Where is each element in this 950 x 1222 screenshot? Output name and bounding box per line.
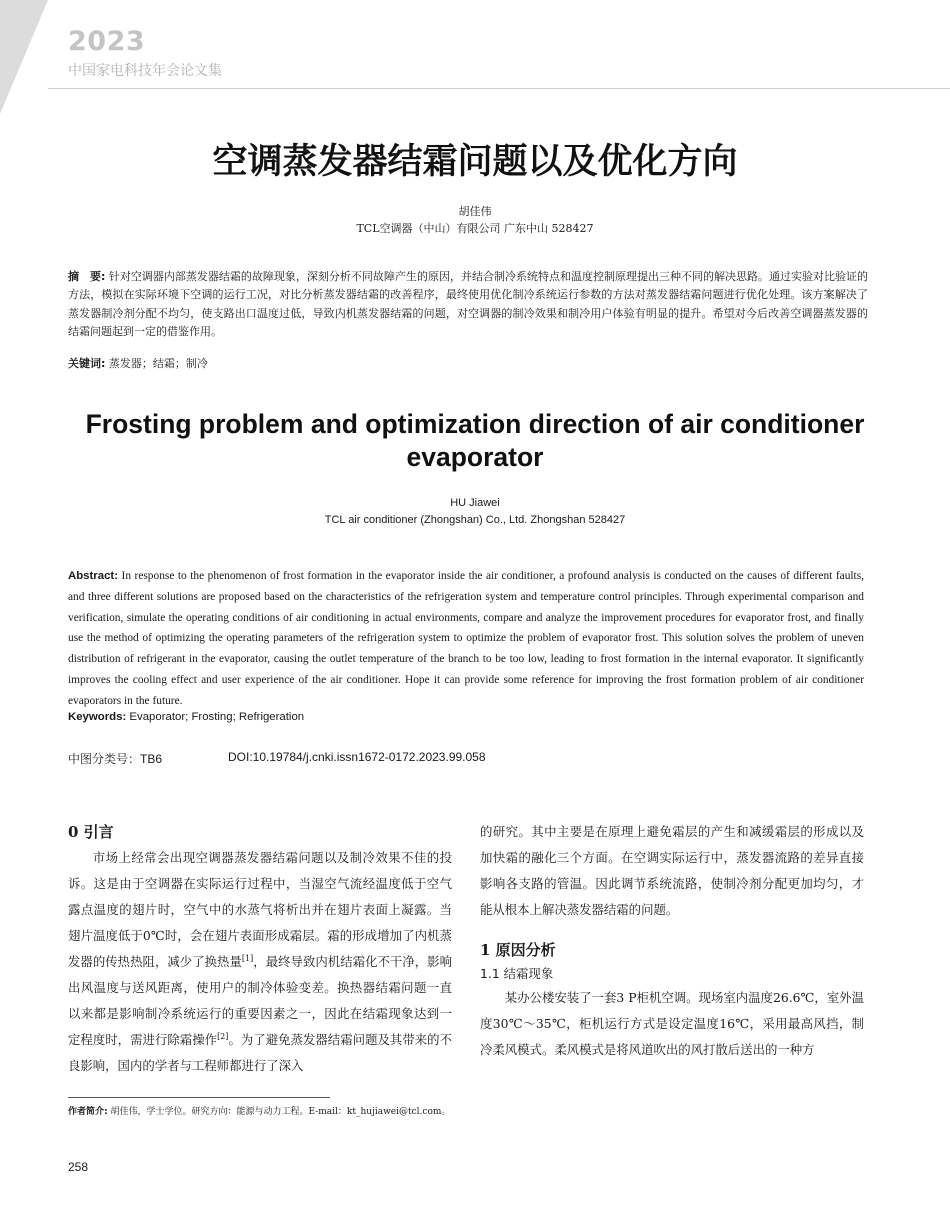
- abstract-chinese-text: 针对空调器内部蒸发器结霜的故障现象，深刻分析不同故障产生的原因，并结合制冷系统特点和温度控制原理提出三种不同的解决思路。通过实验对比验证的方法，模拟在实际环境下空调的运行工况，对比分析蒸发器结霜的改善程序，最终使用优化制冷系统运行参数的方法对蒸发器结霜问题进行优化处理。该方案解决了蒸发器制冷剂分配不均匀，使支路出口温度过低，导致内机蒸发器结霜的问题，对空调器的制冷效果和制冷用户体验有明显的提升。希望对今后改善空调器蒸发器的结霜问题起到一定的借鉴作用。: [68, 270, 868, 339]
- section-1-heading: 1 原因分析: [480, 941, 556, 959]
- body-column-left: [68, 819, 452, 1079]
- header-year: 2023: [68, 26, 146, 57]
- corner-decoration: [0, 0, 48, 114]
- affiliation-chinese: TCL空调器（中山）有限公司 广东中山 528427: [356, 222, 594, 235]
- abstract-english-text: In response to the phenomenon of frost formation in the evaporator inside the air conditioner, a profound analysis is conducted on the causes of different faults, and three different solutions are proposed based on the characteristics of the refrigeration system and temperature control principles. Through experimental comparison and verification, simulate the operating conditions of air conditioning in actual environments, compare and analyze the improvement procedures for evaporator frost, and finally use the method of optimizing the operating parameters of the refrigeration system to optimize the problem of evaporator frost. This solution solves the problem of uneven distribution of refrigerant in the evaporator, causing the outlet temperature of the branch to be too low, leading to frost formation in the internal evaporator. It significantly improves the cooling effect and user experience of the air conditioner. Hope it can provide some reference for improving the frost formation problem of air conditioner evaporators in the future.: [68, 570, 864, 707]
- title-english: Frosting problem and optimization direction of air conditioner evaporator: [85, 409, 865, 472]
- keywords-chinese-label: 关键词:: [68, 357, 106, 370]
- keywords-english-text: Evaporator; Frosting; Refrigeration: [126, 711, 305, 723]
- doi: DOI:10.19784/j.cnki.issn1672-0172.2023.99.058: [228, 750, 486, 764]
- section-0-paragraph-continued: 的研究。其中主要是在原理上避免霜层的产生和减缓霜层的形成以及加快霜的融化三个方面。在空调实际运行中，蒸发器流路的差异直接影响各支路的管温。因此调节系统流路，使制冷剂分配更加均匀，才能从根本上解决蒸发器结霜的问题。: [480, 824, 864, 917]
- author-footnote: [68, 1104, 450, 1117]
- header-rule: [48, 88, 950, 89]
- citation-1: [1]: [241, 953, 254, 963]
- page-number: 258: [68, 1160, 89, 1174]
- keywords-chinese: [68, 355, 208, 371]
- author-chinese: 胡佳伟: [458, 205, 492, 218]
- abstract-chinese-label: 摘 要:: [68, 270, 106, 283]
- classification-number: 中图分类号：TB6: [68, 752, 163, 766]
- section-1-1-paragraph: 某办公楼安装了一套3 P柜机空调。现场室内温度26.6℃，室外温度30℃～35℃，柜机运行方式是设定温度16℃，采用最高风挡，制冷柔风模式。柔风模式是将风道吹出的风打散后送出的一种方: [480, 990, 864, 1057]
- citation-2: [2]: [217, 1031, 229, 1041]
- keywords-english-label: Keywords:: [68, 711, 127, 723]
- title-chinese: 空调蒸发器结霜问题以及优化方向: [212, 142, 738, 182]
- keywords-chinese-text: 蒸发器；结霜；制冷: [105, 357, 208, 370]
- footnote-label: 作者简介:: [68, 1107, 108, 1117]
- section-1-1-heading: 1.1 结霜现象: [480, 966, 554, 981]
- section-0-paragraph: 市场上经常会出现空调器蒸发器结霜问题以及制冷效果不佳的投诉。这是由于空调器在实际运行过程中，当湿空气流经温度低于空气露点温度的翅片时，空气中的水蒸气将析出并在翅片表面上凝露。当翅片温度低于0℃时，会在翅片表面形成霜层。霜的形成增加了内机蒸发器的传热热阻，减少了换热量[1]，最终导致内机结霜化不干净，影响出风温度与送风距离，使用户的制冷体验变差。换热器结霜问题一直以来都是影响制冷系统运行的重要因素之一，因此在结霜现象达到一定程度时，需进行除霜操作[2]。为了避免蒸发器结霜问题及其带来的不良影响，国内的学者与工程师都进行了深入: [68, 850, 452, 1073]
- footnote-rule: [68, 1097, 330, 1098]
- header-series: 中国家电科技年会论文集: [68, 63, 222, 79]
- author-english: HU Jiawei: [450, 497, 500, 509]
- abstract-english: [68, 566, 864, 712]
- body-column-right: [480, 819, 864, 1063]
- affiliation-english: TCL air conditioner (Zhongshan) Co., Ltd. Zhongshan 528427: [324, 514, 626, 526]
- abstract-english-label: Abstract:: [68, 570, 119, 582]
- abstract-chinese: [68, 268, 868, 342]
- section-0-heading: 0 引言: [68, 823, 114, 841]
- footnote-text: 胡佳伟，学士学位。研究方向：能源与动力工程。E-mail：kt_hujiawei@tcl.com。: [107, 1107, 451, 1117]
- keywords-english: [68, 711, 304, 723]
